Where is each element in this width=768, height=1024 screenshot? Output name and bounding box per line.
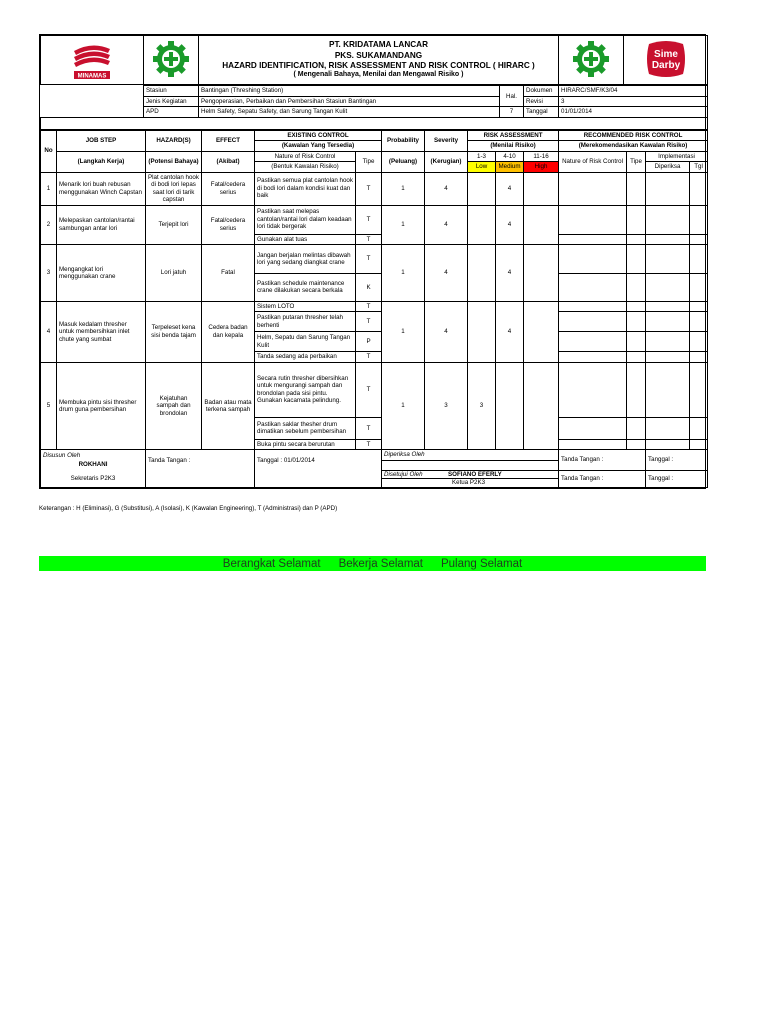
col-risk-assessment: RISK ASSESSMENT bbox=[468, 130, 559, 140]
diperiksa-cell bbox=[646, 439, 690, 449]
control-text-cell: Pastikan semua plat cantolan hook di bodi lori dalam kondisi kuat dan baik bbox=[255, 172, 356, 205]
control-text-cell: Pastikan schedule maintenance crane dilakukan secara berkala bbox=[255, 273, 356, 301]
effect-cell: Badan atau mata terkena sampah bbox=[202, 362, 255, 449]
svg-text:MINAMAS: MINAMAS bbox=[77, 73, 107, 80]
col-rec-nature: Nature of Risk Control bbox=[559, 151, 627, 172]
control-type-cell: T bbox=[356, 301, 382, 311]
rec-nature-cell bbox=[559, 301, 627, 311]
control-type-cell: T bbox=[356, 172, 382, 205]
svg-text:Sime: Sime bbox=[653, 49, 678, 60]
col-effect-sub: (Akibat) bbox=[202, 151, 255, 172]
col-risk-assessment-sub: (Menilai Risiko) bbox=[468, 141, 559, 151]
severity-cell: 4 bbox=[425, 301, 468, 362]
col-recommended-sub: (Merekomendasikan Kawalan Risiko) bbox=[559, 141, 708, 151]
col-job-step-sub: (Langkah Kerja) bbox=[57, 151, 146, 172]
rec-nature-cell bbox=[559, 205, 627, 234]
hirarc-document bbox=[39, 34, 706, 489]
control-type-cell: K bbox=[356, 273, 382, 301]
control-type-cell: T bbox=[356, 234, 382, 244]
info-value: Helm Safety, Sepatu Safety, dan Sarung Tangan Kulit bbox=[199, 107, 500, 117]
control-text-cell: Pastikan putaran thresher telah berhenti bbox=[255, 312, 356, 332]
control-type-cell: T bbox=[356, 352, 382, 362]
diperiksa-cell bbox=[646, 417, 690, 439]
document-title: HAZARD IDENTIFICATION, RISK ASSESSMENT AND RISK CONTROL ( HIRARC ) bbox=[222, 60, 535, 70]
control-text-cell: Helm, Sepatu dan Sarung Tangan Kulit bbox=[255, 332, 356, 352]
spacer-row bbox=[41, 117, 708, 129]
control-type-cell: P bbox=[356, 332, 382, 352]
hazard-cell: Terjepit lori bbox=[146, 205, 202, 244]
job-step-cell: Membuka pintu sisi thresher drum guna pembersihan bbox=[57, 362, 146, 449]
meta-value: 3 bbox=[559, 96, 708, 106]
col-diperiksa: Diperiksa bbox=[646, 162, 690, 172]
row-number: 5 bbox=[41, 362, 57, 449]
rec-tipe-cell bbox=[627, 417, 646, 439]
risk-medium-cell: 4 bbox=[496, 172, 524, 205]
col-no: No bbox=[41, 130, 57, 172]
control-text-cell: Gunakan alat tuas bbox=[255, 234, 356, 244]
control-type-cell: T bbox=[356, 312, 382, 332]
info-label: APD bbox=[144, 107, 199, 117]
col-probability: Probability bbox=[382, 130, 425, 151]
rec-tipe-cell bbox=[627, 234, 646, 244]
info-value: Bantingan (Threshing Station) bbox=[199, 86, 500, 96]
control-type-cell: T bbox=[356, 439, 382, 449]
tgl-cell bbox=[690, 234, 708, 244]
risk-medium-cell bbox=[496, 362, 524, 449]
date-2: Tanggal : bbox=[646, 450, 708, 470]
diperiksa-cell bbox=[646, 312, 690, 332]
meta-value: 01/01/2014 bbox=[559, 107, 708, 117]
range-low: 1-3 bbox=[468, 151, 496, 161]
meta-label: Tanggal bbox=[524, 107, 559, 117]
risk-medium-cell: 4 bbox=[496, 205, 524, 244]
signature-1: Tanda Tangan : bbox=[146, 450, 255, 470]
col-effect: EFFECT bbox=[202, 130, 255, 151]
diperiksa-cell bbox=[646, 352, 690, 362]
rec-tipe-cell bbox=[627, 439, 646, 449]
col-nature-sub: (Bentuk Kawalan Risiko) bbox=[255, 162, 356, 172]
tgl-cell bbox=[690, 273, 708, 301]
rec-tipe-cell bbox=[627, 362, 646, 417]
col-rec-tipe: Tipe bbox=[627, 151, 646, 172]
control-type-cell: T bbox=[356, 362, 382, 417]
date-1: Tanggal : 01/01/2014 bbox=[255, 450, 382, 470]
tgl-cell bbox=[690, 417, 708, 439]
disusun-label: Disusun Oleh bbox=[41, 450, 146, 460]
rec-nature-cell bbox=[559, 172, 627, 205]
col-probability-sub: (Peluang) bbox=[382, 151, 425, 172]
control-type-cell: T bbox=[356, 417, 382, 439]
table-row bbox=[41, 362, 708, 417]
probability-cell: 1 bbox=[382, 301, 425, 362]
risk-low-cell: 3 bbox=[468, 362, 496, 449]
control-text-cell: Buka pintu secara berurutan bbox=[255, 439, 356, 449]
meta-value: HIRARC/SMF/K3/04 bbox=[559, 86, 708, 96]
disusun-role: Sekretaris P2K3 bbox=[41, 470, 146, 487]
rec-nature-cell bbox=[559, 312, 627, 332]
tgl-cell bbox=[690, 312, 708, 332]
col-job-step: JOB STEP bbox=[57, 130, 146, 151]
rec-tipe-cell bbox=[627, 332, 646, 352]
rec-tipe-cell bbox=[627, 205, 646, 234]
tgl-cell bbox=[690, 362, 708, 417]
job-step-cell: Melepaskan cantolan/rantai sambungan antar lori bbox=[57, 205, 146, 244]
probability-cell: 1 bbox=[382, 205, 425, 244]
hal-label: Hal. bbox=[500, 86, 524, 107]
risk-table bbox=[40, 130, 708, 488]
level-high: High bbox=[524, 162, 559, 172]
probability-cell: 1 bbox=[382, 244, 425, 301]
info-blank bbox=[41, 86, 144, 117]
col-hazard-sub: (Potensi Bahaya) bbox=[146, 151, 202, 172]
severity-cell: 4 bbox=[425, 244, 468, 301]
tgl-cell bbox=[690, 205, 708, 234]
k3-logo-left bbox=[144, 36, 199, 85]
tgl-cell bbox=[690, 244, 708, 273]
sime-darby-logo bbox=[624, 36, 708, 85]
diperiksa-cell bbox=[646, 172, 690, 205]
disetujui-name: SOFIANO EFERLY bbox=[448, 470, 502, 478]
probability-cell: 1 bbox=[382, 172, 425, 205]
minamas-logo bbox=[41, 36, 144, 85]
range-high: 11-16 bbox=[524, 151, 559, 161]
col-existing-control-sub: (Kawalan Yang Tersedia) bbox=[255, 141, 382, 151]
table-row bbox=[41, 205, 708, 234]
signature-3: Tanda Tangan : bbox=[559, 470, 646, 487]
disetujui-role: Ketua P2K3 bbox=[382, 478, 558, 486]
table-row bbox=[41, 172, 708, 205]
legend-note: Keterangan : H (Eliminasi), G (Substitusi), A (Isolasi), K (Kawalan Engineering), T (Administrasi) dan P (APD) bbox=[39, 505, 338, 512]
diperiksa-cell bbox=[646, 273, 690, 301]
risk-high-cell bbox=[524, 244, 559, 301]
signature-2: Tanda Tangan : bbox=[559, 450, 646, 470]
severity-cell: 4 bbox=[425, 172, 468, 205]
date-3: Tanggal : bbox=[646, 470, 708, 487]
sime-darby-logo-icon bbox=[643, 36, 689, 82]
hazard-cell: Lori jatuh bbox=[146, 244, 202, 301]
row-number: 3 bbox=[41, 244, 57, 301]
severity-cell: 3 bbox=[425, 362, 468, 449]
severity-cell: 4 bbox=[425, 205, 468, 244]
header-table bbox=[40, 35, 708, 85]
risk-high-cell bbox=[524, 362, 559, 449]
col-implementasi: Implementasi bbox=[646, 151, 708, 161]
rec-nature-cell bbox=[559, 244, 627, 273]
company-name: PT. KRIDATAMA LANCAR bbox=[329, 40, 428, 50]
k3-gear-icon bbox=[571, 39, 611, 79]
tgl-cell bbox=[690, 332, 708, 352]
control-type-cell: T bbox=[356, 244, 382, 273]
row-number: 1 bbox=[41, 172, 57, 205]
rec-nature-cell bbox=[559, 439, 627, 449]
control-text-cell: Pastikan saat melepas cantolan/rantai lori dalam keadaan lori tidak bergerak bbox=[255, 205, 356, 234]
control-text-cell: Tanda sedang ada perbaikan bbox=[255, 352, 356, 362]
risk-low-cell bbox=[468, 301, 496, 362]
risk-high-cell bbox=[524, 205, 559, 244]
diperiksa-cell bbox=[646, 244, 690, 273]
effect-cell: Fatal/cedera serius bbox=[202, 205, 255, 244]
disusun-name: ROKHANI bbox=[41, 460, 146, 470]
tgl-cell bbox=[690, 439, 708, 449]
control-text-cell: Sistem LOTO bbox=[255, 301, 356, 311]
job-step-cell: Menarik lori buah rebusan menggunakan Winch Capstan bbox=[57, 172, 146, 205]
risk-low-cell bbox=[468, 172, 496, 205]
disetujui-block bbox=[382, 470, 559, 487]
info-label: Stasiun bbox=[144, 86, 199, 96]
hazard-cell: Kejatuhan sampah dan brondolan bbox=[146, 362, 202, 449]
diperiksa-cell bbox=[646, 205, 690, 234]
range-medium: 4-10 bbox=[496, 151, 524, 161]
safety-banner bbox=[39, 556, 706, 571]
risk-low-cell bbox=[468, 205, 496, 244]
rec-tipe-cell bbox=[627, 352, 646, 362]
rec-tipe-cell bbox=[627, 273, 646, 301]
site-name: PKS. SUKAMANDANG bbox=[334, 50, 423, 60]
meta-label: Dokumen bbox=[524, 86, 559, 96]
diperiksa-cell bbox=[646, 234, 690, 244]
risk-table-head bbox=[41, 130, 708, 172]
col-severity-sub: (Kerugian) bbox=[425, 151, 468, 172]
svg-text:Darby: Darby bbox=[651, 60, 680, 71]
rec-nature-cell bbox=[559, 332, 627, 352]
risk-medium-cell: 4 bbox=[496, 244, 524, 301]
effect-cell: Fatal/cedera serius bbox=[202, 172, 255, 205]
banner-item-2: Bekerja Selamat bbox=[338, 557, 423, 570]
risk-high-cell bbox=[524, 172, 559, 205]
document-subtitle: ( Mengenali Bahaya, Menilai dan Mengawal Risiko ) bbox=[293, 71, 464, 79]
rec-nature-cell bbox=[559, 273, 627, 301]
control-text-cell: Pastikan saklar thesher drum dimatikan sebelum pembersihan bbox=[255, 417, 356, 439]
banner-item-3: Pulang Selamat bbox=[440, 557, 523, 570]
hazard-cell: Terpeleset kena sisi benda tajam bbox=[146, 301, 202, 362]
control-text-cell: Jangan berjalan melintas dibawah lori yang sedang diangkat crane bbox=[255, 244, 356, 273]
rec-tipe-cell bbox=[627, 244, 646, 273]
control-type-cell: T bbox=[356, 205, 382, 234]
k3-logo-right bbox=[559, 36, 624, 85]
row-number: 2 bbox=[41, 205, 57, 244]
hal-value: 7 bbox=[500, 107, 524, 117]
diperiksa-cell bbox=[646, 362, 690, 417]
hazard-cell: Plat cantolan hook di bodi lori lepas saat lori di tarik capstan bbox=[146, 172, 202, 205]
tgl-cell bbox=[690, 352, 708, 362]
effect-cell: Cedera badan dan kepala bbox=[202, 301, 255, 362]
diperiksa-label: Diperiksa Oleh bbox=[382, 450, 559, 460]
job-step-cell: Mengangkat lori menggunakan crane bbox=[57, 244, 146, 301]
effect-cell: Fatal bbox=[202, 244, 255, 301]
table-row bbox=[41, 301, 708, 311]
col-tgl: Tgl bbox=[690, 162, 708, 172]
header-title-block bbox=[199, 36, 559, 85]
risk-medium-cell: 4 bbox=[496, 301, 524, 362]
rec-nature-cell bbox=[559, 362, 627, 417]
rec-tipe-cell bbox=[627, 301, 646, 311]
level-medium: Medium bbox=[496, 162, 524, 172]
date-1-blank bbox=[255, 470, 382, 487]
disetujui-label: Disetujui Oleh bbox=[384, 470, 423, 478]
signature-1-blank bbox=[146, 470, 255, 487]
rec-nature-cell bbox=[559, 352, 627, 362]
info-value: Pengoperasian, Perbaikan dan Pembersihan Stasiun Bantingan bbox=[199, 96, 500, 106]
tgl-cell bbox=[690, 301, 708, 311]
info-table bbox=[40, 85, 708, 129]
tgl-cell bbox=[690, 172, 708, 205]
table-row bbox=[41, 244, 708, 273]
col-nature: Nature of Risk Control bbox=[255, 151, 356, 161]
job-step-cell: Masuk kedalam thresher untuk membersihkan inlet chute yang sumbat bbox=[57, 301, 146, 362]
col-severity: Severity bbox=[425, 130, 468, 151]
rec-tipe-cell bbox=[627, 172, 646, 205]
col-existing-control: EXISTING CONTROL bbox=[255, 130, 382, 140]
rec-nature-cell bbox=[559, 417, 627, 439]
diperiksa-cell bbox=[646, 332, 690, 352]
col-recommended: RECOMMENDED RISK CONTROL bbox=[559, 130, 708, 140]
control-text-cell: Secara rutin thresher dibersihkan untuk mengurangi sampah dan brondolan pada sisi pintu. Gunakan kacamata pelindung. bbox=[255, 362, 356, 417]
probability-cell: 1 bbox=[382, 362, 425, 449]
risk-high-cell bbox=[524, 301, 559, 362]
meta-label: Revisi bbox=[524, 96, 559, 106]
col-hazard: HAZARD(S) bbox=[146, 130, 202, 151]
banner-item-1: Berangkat Selamat bbox=[222, 557, 321, 570]
k3-gear-icon bbox=[151, 39, 191, 79]
risk-low-cell bbox=[468, 244, 496, 301]
risk-table-body bbox=[41, 172, 708, 450]
diperiksa-empty bbox=[382, 460, 559, 470]
minamas-logo-icon bbox=[70, 37, 114, 81]
signature-block bbox=[41, 450, 708, 487]
diperiksa-cell bbox=[646, 301, 690, 311]
rec-tipe-cell bbox=[627, 312, 646, 332]
row-number: 4 bbox=[41, 301, 57, 362]
level-low: Low bbox=[468, 162, 496, 172]
rec-nature-cell bbox=[559, 234, 627, 244]
col-tipe: Tipe bbox=[356, 151, 382, 172]
info-label: Jenis Kegiatan bbox=[144, 96, 199, 106]
